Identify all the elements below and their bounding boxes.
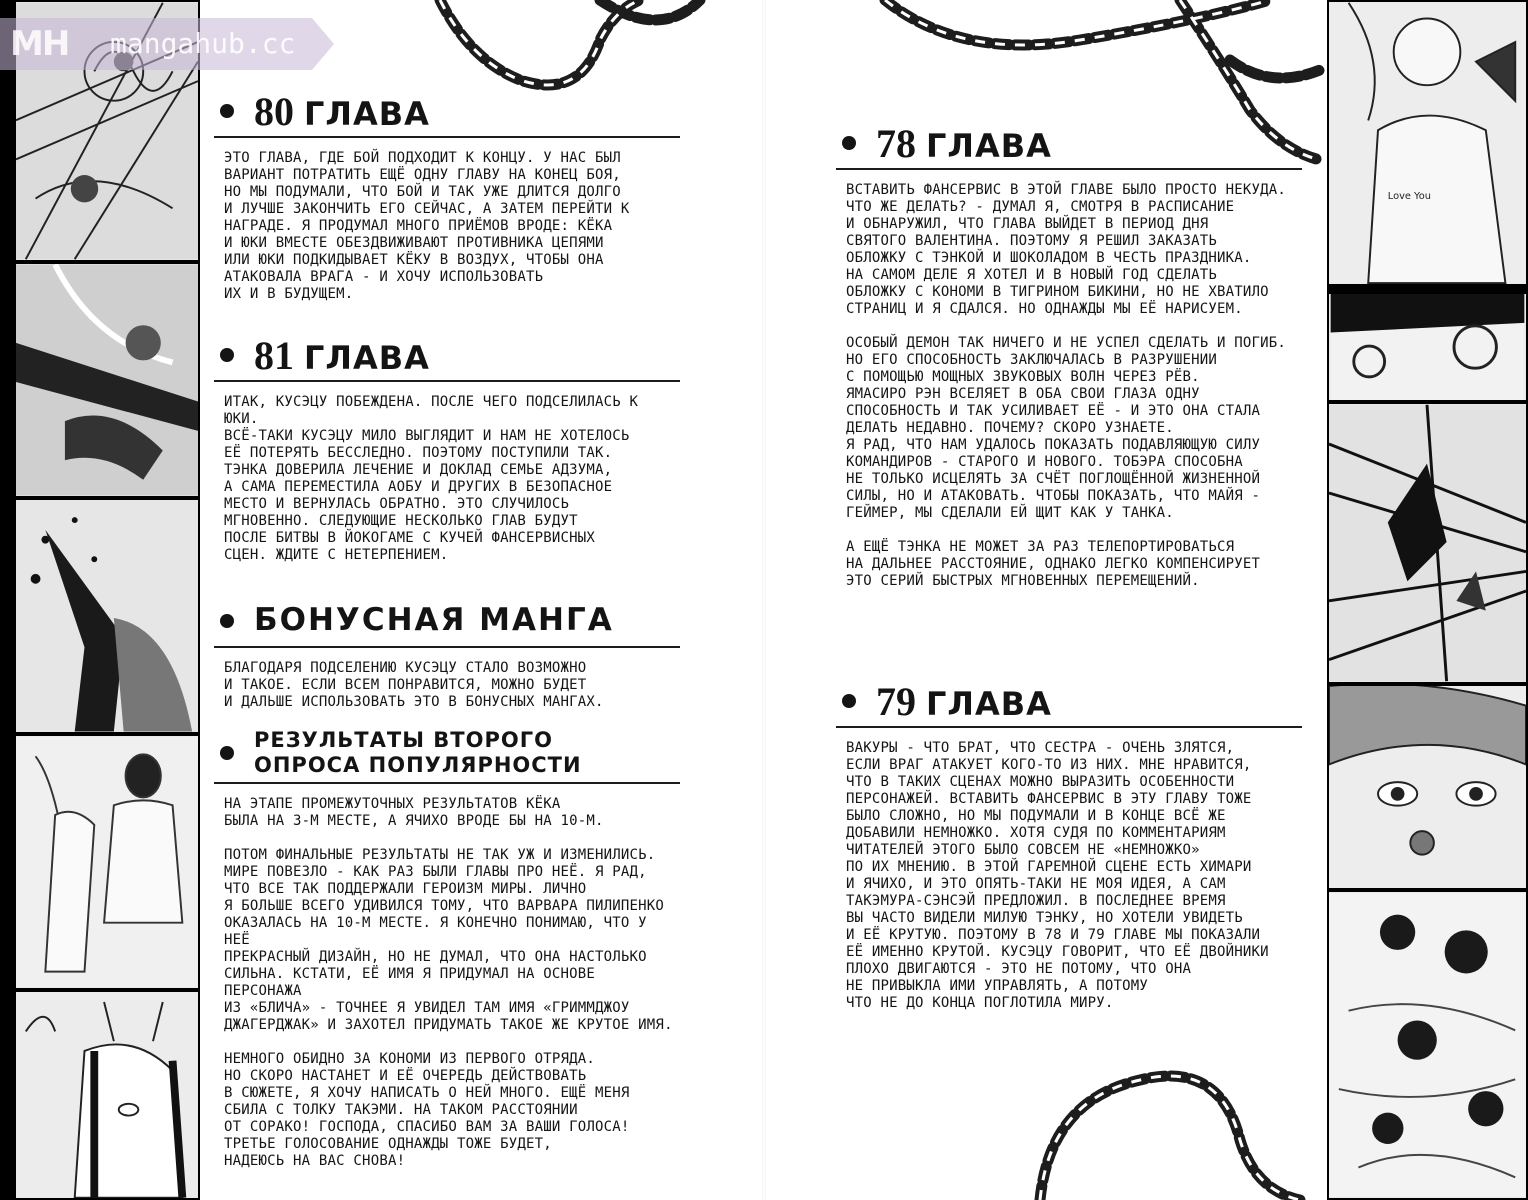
art-panel-chained-figure xyxy=(14,262,200,498)
bullet-icon xyxy=(220,348,234,362)
section-title xyxy=(254,332,430,379)
section-chapter-80 xyxy=(214,88,680,303)
right-art-strip xyxy=(1327,0,1528,1200)
section-body: ИТАК, КУСЭЦУ ПОБЕЖДЕНА. ПОСЛЕ ЧЕГО ПОДСЕЛИЛАСЬ К ЮКИ. ВСЁ-ТАКИ КУСЭЦУ МИЛО ВЫГЛЯДИТ И НАМ НЕ ХОТЕЛОСЬ ЕЁ ПОТЕРЯТЬ БЕССЛЕДНО. ПОЭТОМУ ПОСТУПИЛИ ТАК. ТЭНКА ДОВЕРИЛА ЛЕЧЕНИЕ И ДОКЛАД СЕМЬЕ АДЗУМА, А САМА ПЕРЕМЕСТИЛА АОБУ И ДРУГИХ В БЕЗОПАСНОЕ МЕСТО И ВЕРНУЛАСЬ ОБРАТНО. ЭТО СЛУЧИЛОСЬ МГНОВЕННО. СЛЕДУЮЩИЕ НЕСКОЛЬКО ГЛАВ БУДУТ ПОСЛЕ БИТВЫ В ЙОКОГАМЕ С КУЧЕЙ ФАНСЕРВИСНЫХ СЦЕН. ЖДИТЕ С НЕТЕРПЕНИЕМ. xyxy=(224,394,639,563)
section-body: БЛАГОДАРЯ ПОДСЕЛЕНИЮ КУСЭЦУ СТАЛО ВОЗМОЖНО И ТАКОЕ. ЕСЛИ ВСЕМ ПОНРАВИТСЯ, МОЖНО БУДЕТ И ДАЛЬШЕ ИСПОЛЬЗОВАТЬ ЭТО В БОНУСНЫХ МАНГАХ. xyxy=(224,660,604,710)
valentine-illustration xyxy=(1329,2,1526,284)
chocolate-label: Love You xyxy=(1387,190,1431,202)
section-title xyxy=(254,88,430,135)
section-title xyxy=(876,120,1052,167)
section-bonus-manga xyxy=(214,598,680,711)
couple-illustration xyxy=(16,736,198,988)
section-heading xyxy=(214,88,680,138)
art-panel-fallen-enemy xyxy=(14,498,200,734)
bullet-icon xyxy=(220,746,234,760)
chapter-number: 78 xyxy=(876,121,916,166)
bullet-icon xyxy=(842,694,856,708)
chapter-word: ГЛАВА xyxy=(926,127,1052,165)
bullet-icon xyxy=(220,104,234,118)
fallen-enemy-illustration xyxy=(16,500,198,732)
section-chapter-79 xyxy=(836,678,1302,1012)
section-title: БОНУСНАЯ МАНГА xyxy=(254,602,614,638)
watermark-site[interactable]: mangahub.cc xyxy=(110,27,296,60)
page-gutter xyxy=(762,0,766,1200)
art-panel-speed-burst xyxy=(1327,402,1528,684)
bullet-icon xyxy=(220,614,234,628)
art-panel-valentine xyxy=(1327,0,1528,286)
watermark-badge[interactable] xyxy=(0,18,334,70)
watermark-logo: MH xyxy=(10,24,69,64)
harem-scene-illustration xyxy=(1329,892,1526,1198)
section-body: ЭТО ГЛАВА, ГДЕ БОЙ ПОДХОДИТ К КОНЦУ. У НАС БЫЛ ВАРИАНТ ПОТРАТИТЬ ЕЩЁ ОДНУ ГЛАВУ НА КОНЕЦ БОЯ, НО МЫ ПОДУМАЛИ, ЧТО БОЙ И ТАК УЖЕ ДЛИТСЯ ДОЛГО И ЛУЧШЕ ЗАКОНЧИТЬ ЕГО СЕЙЧАС, А ЗАТЕМ ПЕРЕЙТИ К НАГРАДЕ. Я ПРОДУМАЛ МНОГО ПРИЁМОВ ВРОДЕ: КЁКА И ЮКИ ВМЕСТЕ ОБЕЗДВИЖИВАЮТ ПРОТИВНИКА ЦЕПЯМИ ИЛИ ЮКИ ПОДКИДЫВАЕТ КЁКУ В ВОЗДУХ, ЧТОБЫ ОНА АТАКОВАЛА ВРАГА - И ХОЧУ ИСПОЛЬЗОВАТЬ ИХ И В БУДУЩЕМ. xyxy=(224,150,630,302)
section-chapter-81 xyxy=(214,332,680,564)
left-art-strip xyxy=(0,0,200,1200)
chapter-word: ГЛАВА xyxy=(304,95,430,133)
chapter-number: 79 xyxy=(876,679,916,724)
section-title-line-1: РЕЗУЛЬТАТЫ ВТОРОГО xyxy=(254,728,553,752)
girl-portrait-illustration xyxy=(1329,686,1526,888)
section-heading xyxy=(836,678,1302,728)
chapter-word: ГЛАВА xyxy=(926,685,1052,723)
chapter-word: ГЛАВА xyxy=(304,339,430,377)
section-heading xyxy=(214,726,680,784)
section-heading xyxy=(214,332,680,382)
section-heading xyxy=(214,598,680,648)
eyes-closeup-illustration xyxy=(1329,294,1526,400)
section-title xyxy=(876,678,1052,725)
section-body: НА ЭТАПЕ ПРОМЕЖУТОЧНЫХ РЕЗУЛЬТАТОВ КЁКА БЫЛА НА 3-М МЕСТЕ, А ЯЧИХО ВРОДЕ БЫ НА 10-М. ПОТОМ ФИНАЛЬНЫЕ РЕЗУЛЬТАТЫ НЕ ТАК УЖ И ИЗМЕНИЛИСЬ. МИРЕ ПОВЕЗЛО - КАК РАЗ БЫЛИ ГЛАВЫ ПРО НЕЁ. Я РАД, ЧТО ВСЕ ТАК ПОДДЕРЖАЛИ ГЕРОИЗМ МИРЫ. ЛИЧНО Я БОЛЬШЕ ВСЕГО УДИВИЛСЯ ТОМУ, ЧТО ВАРВАРА ПИЛИПЕНКО ОКАЗАЛАСЬ НА 10-М МЕСТЕ. Я КОНЕЧНО ПОНИМАЮ, ЧТО У НЕЁ ПРЕКРАСНЫЙ ДИЗАЙН, НО НЕ ДУМАЛ, ЧТО ОНА НАСТОЛЬКО СИЛЬНА. КСТАТИ, ЕЁ ИМЯ Я ПРИДУМАЛ НА ОСНОВЕ ПЕРСОНАЖА ИЗ «БЛИЧА» - ТОЧНЕЕ Я УВИДЕЛ ТАМ ИМЯ «ГРИММДЖОУ ДЖАГЕРДЖАК» И ЗАХОТЕЛ ПРИДУМАТЬ ТАКОЕ ЖЕ КРУТОЕ ИМЯ. НЕМНОГО ОБИДНО ЗА КОНОМИ ИЗ ПЕРВОГО ОТРЯДА. НО СКОРО НАСТАНЕТ И ЕЁ ОЧЕРЕДЬ ДЕЙСТВОВАТЬ В СЮЖЕТЕ, Я ХОЧУ НАПИСАТЬ О НЕЙ МНОГО. ЕЩЁ МЕНЯ СБИЛА С ТОЛКУ ТАКЭМИ. НА ТАКОМ РАССТОЯНИИ ОТ СОРАКО! ГОСПОДА, СПАСИБО ВАМ ЗА ВАШИ ГОЛОСА! ТРЕТЬЕ ГОЛОСОВАНИЕ ОДНАЖДЫ ТОЖЕ БУДЕТ, НАДЕЮСЬ НА ВАС СНОВА! xyxy=(224,796,673,1169)
art-panel-eyes xyxy=(1327,292,1528,402)
section-chapter-78 xyxy=(836,120,1302,590)
speed-burst-illustration xyxy=(1329,404,1526,682)
section-popularity-poll xyxy=(214,726,680,1170)
chapter-number: 80 xyxy=(254,89,294,134)
section-heading xyxy=(836,120,1302,170)
chapter-number: 81 xyxy=(254,333,294,378)
section-title xyxy=(254,728,582,778)
art-panel-harem-scene xyxy=(1327,890,1528,1200)
bullet-icon xyxy=(842,136,856,150)
section-body: ВАКУРЫ - ЧТО БРАТ, ЧТО СЕСТРА - ОЧЕНЬ ЗЛЯТСЯ, ЕСЛИ ВРАГ АТАКУЕТ КОГО-ТО ИЗ НИХ. МНЕ НРАВИТСЯ, ЧТО В ТАКИХ СЦЕНАХ МОЖНО ВЫРАЗИТЬ ОСОБЕННОСТИ ПЕРСОНАЖЕЙ. ВСТАВИТЬ ФАНСЕРВИС В ЭТУ ГЛАВУ ТОЖЕ БЫЛО СЛОЖНО, НО МЫ ПОДУМАЛИ И В КОНЦЕ ВСЁ ЖЕ ДОБАВИЛИ НЕМНОЖКО. ХОТЯ СУДЯ ПО КОММЕНТАРИЯМ ЧИТАТЕЛЕЙ ЭТОГО БЫЛО СОВСЕМ НЕ «НЕМНОЖКО» ПО ИХ МНЕНИЮ. В ЭТОЙ ГАРЕМНОЙ СЦЕНЕ ЕСТЬ ХИМАРИ И ЯЧИХО, И ЭТО ОПЯТЬ-ТАКИ НЕ МОЯ ИДЕЯ, А САМ ТАКЭМУРА-СЭНСЭЙ ПРЕДЛОЖИЛ. В ПОСЛЕДНЕЕ ВРЕМЯ ВЫ ЧАСТО ВИДЕЛИ МИЛУЮ ТЭНКУ, НО ХОТЕЛИ УВИДЕТЬ И ЕЁ КРУТУЮ. ПОЭТОМУ В 78 И 79 ГЛАВЕ МЫ ПОКАЗАЛИ ЕЁ ИМЕННО КРУТОЙ. КУСЭЦУ ГОВОРИТ, ЧТО ЕЁ ДВОЙНИКИ ПЛОХО ДВИГАЮТСЯ - ЭТО НЕ ПОТОМУ, ЧТО ОНА НЕ ПРИВЫКЛА ИМИ УПРАВЛЯТЬ, А ПОТОМУ ЧТО НЕ ДО КОНЦА ПОГЛОТИЛА МИРУ. xyxy=(846,740,1269,1011)
art-panel-horned-girl xyxy=(14,990,200,1200)
art-panel-girl-portrait xyxy=(1327,684,1528,890)
section-body: ВСТАВИТЬ ФАНСЕРВИС В ЭТОЙ ГЛАВЕ БЫЛО ПРОСТО НЕКУДА. ЧТО ЖЕ ДЕЛАТЬ? - ДУМАЛ Я, СМОТРЯ В РАСПИСАНИЕ И ОБНАРУЖИЛ, ЧТО ГЛАВА ВЫЙДЕТ В ПЕРИОД ДНЯ СВЯТОГО ВАЛЕНТИНА. ПОЭТОМУ Я РЕШИЛ ЗАКАЗАТЬ ОБЛОЖКУ С ТЭНКОЙ И ШОКОЛАДОМ В ЧЕСТЬ ПРАЗДНИКА. НА САМОМ ДЕЛЕ Я ХОТЕЛ И В НОВЫЙ ГОД СДЕЛАТЬ ОБЛОЖКУ С КОНОМИ В ТИГРИНОМ БИКИНИ, НО НЕ ХВАТИЛО СТРАНИЦ И Я СДАЛСЯ. НО ОДНАЖДЫ МЫ ЕЁ НАРИСУЕМ. ОСОБЫЙ ДЕМОН ТАК НИЧЕГО И НЕ УСПЕЛ СДЕЛАТЬ И ПОГИБ. НО ЕГО СПОСОБНОСТЬ ЗАКЛЮЧАЛАСЬ В РАЗРУШЕНИИ С ПОМОЩЬЮ МОЩНЫХ ЗВУКОВЫХ ВОЛН ЧЕРЕЗ РЁВ. ЯМАСИРО РЭН ВСЕЛЯЕТ В ОБА СВОИ ГЛАЗА ОДНУ СПОСОБНОСТЬ И ТАК УСИЛИВАЕТ ЕЁ - И ЭТО ОНА СТАЛА ДЕЛАТЬ НЕДАВНО. ПОЧЕМУ? СКОРО УЗНАЕТЕ. Я РАД, ЧТО НАМ УДАЛОСЬ ПОКАЗАТЬ ПОДАВЛЯЮЩУЮ СИЛУ КОМАНДИРОВ - СТАРОГО И НОВОГО. ТОБЭРА СПОСОБНА НЕ ТОЛЬКО ИСЦЕЛЯТЬ ЗА СЧЁТ ПОГЛОЩЁННОЙ ЖИЗНЕННОЙ СИЛЫ, НО И АТАКОВАТЬ. ЧТОБЫ ПОКАЗАТЬ, ЧТО МАЙЯ - ГЕЙМЕР, МЫ СДЕЛАЛИ ЕЙ ЩИТ КАК У ТАНКА. А ЕЩЁ ТЭНКА НЕ МОЖЕТ ЗА РАЗ ТЕЛЕПОРТИРОВАТЬСЯ НА ДАЛЬНЕЕ РАССТОЯНИЕ, ОДНАКО ЛЕГКО КОМПЕНСИРУЕТ ЭТО СЕРИЙ БЫСТРЫХ МГНОВЕННЫХ ПЕРЕМЕЩЕНИЙ. xyxy=(846,182,1287,589)
horned-girl-illustration xyxy=(16,992,198,1198)
section-title-line-2: ОПРОСА ПОПУЛЯРНОСТИ xyxy=(254,753,582,777)
art-panel-couple xyxy=(14,734,200,990)
chained-figure-illustration xyxy=(16,264,198,496)
